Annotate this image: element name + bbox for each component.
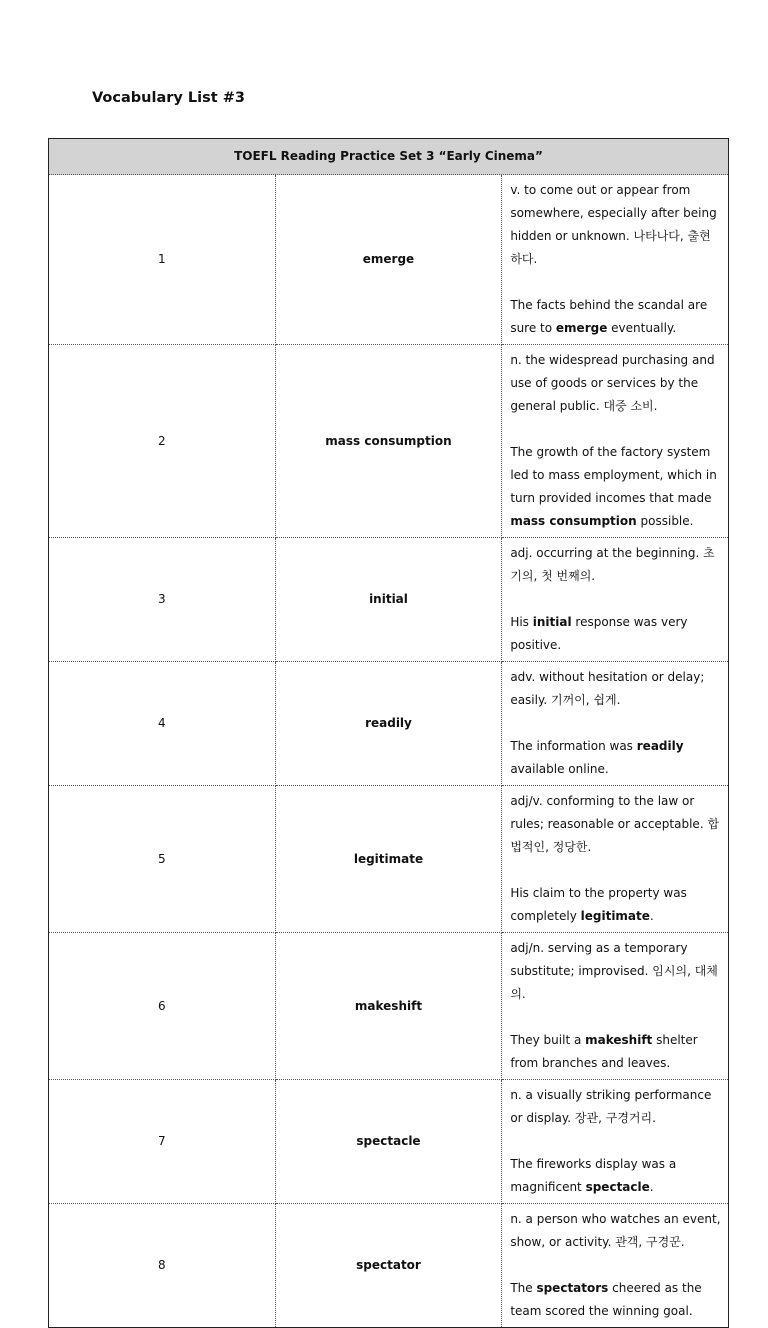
entry-word: mass consumption bbox=[275, 345, 502, 538]
entry-example bbox=[510, 882, 722, 928]
example-keyword: mass consumption bbox=[510, 514, 637, 528]
example-keyword: spectacle bbox=[585, 1180, 650, 1194]
entry-number: 1 bbox=[49, 175, 276, 345]
entry-number: 5 bbox=[49, 786, 276, 933]
table-row bbox=[49, 933, 729, 1080]
entry-content bbox=[502, 933, 729, 1080]
example-text-before: The growth of the factory system led to mass employment, which in turn provided incomes that made bbox=[510, 445, 717, 505]
entry-number: 7 bbox=[49, 1080, 276, 1204]
example-text-before: His claim to the property was completely bbox=[510, 886, 687, 923]
entry-content bbox=[502, 786, 729, 933]
entry-definition: v. to come out or appear from somewhere, especially after being hidden or unknown. 나타나다, 출현하다. bbox=[510, 183, 717, 266]
entry-definition: n. the widespread purchasing and use of goods or services by the general public. 대중 소비. bbox=[510, 353, 715, 413]
example-text-before: The facts behind the scandal are sure to bbox=[510, 298, 708, 335]
table-row bbox=[49, 538, 729, 662]
page-title: Vocabulary List #3 bbox=[92, 90, 245, 106]
entry-example bbox=[510, 1277, 722, 1323]
example-keyword: initial bbox=[532, 615, 572, 629]
entry-content bbox=[502, 662, 729, 786]
example-text-before: The information was bbox=[510, 739, 637, 753]
entry-word: makeshift bbox=[275, 933, 502, 1080]
entry-content bbox=[502, 1204, 729, 1328]
example-keyword: spectators bbox=[536, 1281, 609, 1295]
table-row bbox=[49, 786, 729, 933]
entry-definition: n. a person who watches an event, show, or activity. 관객, 구경꾼. bbox=[510, 1212, 721, 1249]
entry-number: 4 bbox=[49, 662, 276, 786]
entry-definition: adj/n. serving as a temporary substitute; improvised. 임시의, 대체의. bbox=[510, 941, 718, 1001]
table-row bbox=[49, 662, 729, 786]
entry-word: readily bbox=[275, 662, 502, 786]
example-text-after: cheered as the team scored the winning goal. bbox=[510, 1281, 702, 1318]
table-row bbox=[49, 1204, 729, 1328]
example-text-after: possible. bbox=[636, 514, 694, 528]
example-text-after: response was very positive. bbox=[510, 615, 688, 652]
entry-example bbox=[510, 611, 722, 657]
example-text-before: They built a bbox=[510, 1033, 586, 1047]
entry-word: legitimate bbox=[275, 786, 502, 933]
example-text-after: . bbox=[649, 909, 654, 923]
example-keyword: legitimate bbox=[580, 909, 650, 923]
table-row bbox=[49, 175, 729, 345]
entry-number: 3 bbox=[49, 538, 276, 662]
table-header-row bbox=[49, 139, 729, 175]
entry-definition: adj/v. conforming to the law or rules; reasonable or acceptable. 합법적인, 정당한. bbox=[510, 794, 720, 854]
vocabulary-table bbox=[48, 138, 729, 1328]
entry-content bbox=[502, 345, 729, 538]
entry-word: emerge bbox=[275, 175, 502, 345]
table-title: TOEFL Reading Practice Set 3 “Early Cinema” bbox=[49, 139, 729, 175]
entry-example bbox=[510, 1029, 722, 1075]
example-keyword: readily bbox=[636, 739, 684, 753]
example-text-before: His bbox=[510, 615, 533, 629]
entry-example bbox=[510, 294, 722, 340]
entry-word: spectator bbox=[275, 1204, 502, 1328]
entry-word: initial bbox=[275, 538, 502, 662]
example-text-after: available online. bbox=[510, 762, 609, 776]
example-text-before: The bbox=[510, 1281, 537, 1295]
entry-example bbox=[510, 1153, 722, 1199]
example-text-after: eventually. bbox=[607, 321, 677, 335]
entry-example bbox=[510, 441, 722, 533]
example-keyword: emerge bbox=[555, 321, 608, 335]
example-text-after: shelter from branches and leaves. bbox=[510, 1033, 698, 1070]
entry-content bbox=[502, 1080, 729, 1204]
entry-number: 6 bbox=[49, 933, 276, 1080]
entry-definition: adv. without hesitation or delay; easily. 기꺼이, 쉽게. bbox=[510, 670, 705, 707]
table-row bbox=[49, 345, 729, 538]
example-text-before: The fireworks display was a magnificent bbox=[510, 1157, 677, 1194]
example-text-after: . bbox=[649, 1180, 654, 1194]
entry-number: 8 bbox=[49, 1204, 276, 1328]
table-row bbox=[49, 1080, 729, 1204]
entry-word: spectacle bbox=[275, 1080, 502, 1204]
entry-example bbox=[510, 735, 722, 781]
example-keyword: makeshift bbox=[585, 1033, 653, 1047]
entry-content bbox=[502, 538, 729, 662]
entry-content bbox=[502, 175, 729, 345]
entry-definition: adj. occurring at the beginning. 초기의, 첫 번째의. bbox=[510, 546, 715, 583]
entry-definition: n. a visually striking performance or display. 장관, 구경거리. bbox=[510, 1088, 712, 1125]
entry-number: 2 bbox=[49, 345, 276, 538]
